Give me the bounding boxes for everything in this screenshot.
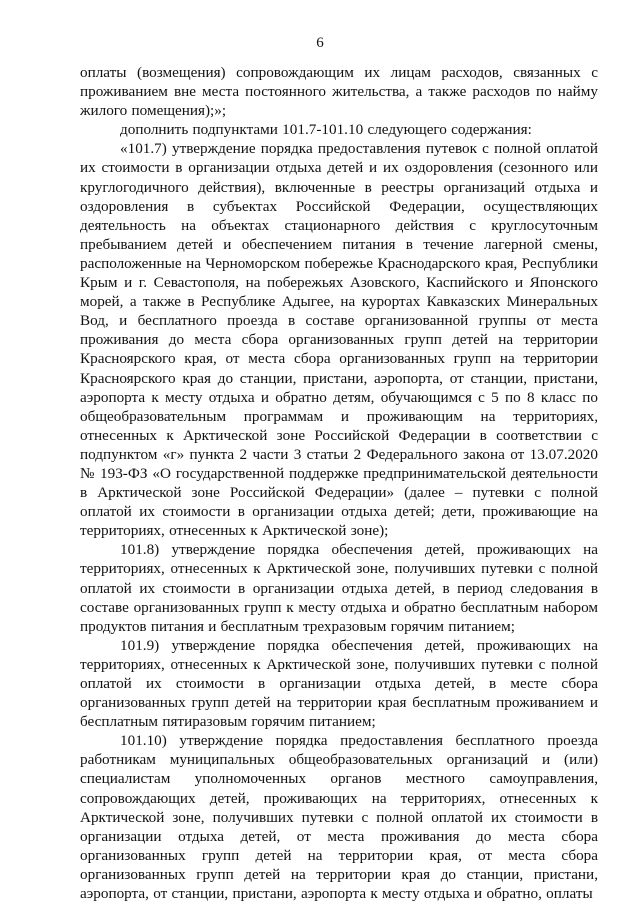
paragraph-101-7: «101.7) утверждение порядка предоставления путевок с полной оплатой их стоимости в организации отдыха детей и их оздоровления (сезонного или круглогодичного действия), включенные в реестры организаций отдыха и оздоровления в субъектах Российской Федерации, осуществляющих деятельность на объектах стационарного действия с круглосуточным пребыванием детей и обеспечением питания в течение лагерной смены, расположенные на Черноморском побережье Краснодарского края, Республики Крым и г. Севастополя, на побережьях Азовского, Каспийского и Японского морей, а также в Республике Адыгее, на курортах Кавказских Минеральных Вод, и бесплатного проезда в составе организованной группы от места проживания до места сбора организованных групп детей на территории Красноярского края, от места сбора организованных групп на территории Красноярского края до станции, пристани, аэропорта, от станции, пристани, аэропорта к месту отдыха и обратно детям, обучающимся с 5 по 8 класс по общеобразовательным программам и проживающим на территориях, отнесенных к Арктической зоне Российской Федерации в соответствии с подпунктом «г» пункта 2 части 3 статьи 2 Федерального закона от 13.07.2020 № 193-ФЗ «О государственной поддержке предпринимательской деятельности в Арктической зоне Российской Федерации» (далее – путевки с полной оплатой их стоимости в организации отдыха детей; дети, проживающие на территориях, отнесенных к Арктической зоне);	[80, 140, 598, 540]
document-body	[80, 63, 598, 903]
paragraph-continuation: оплаты (возмещения) сопровождающим их лицам расходов, связанных с проживанием вне места постоянного жительства, а также расходов по найму жилого помещения);»;	[80, 64, 598, 120]
paragraph-101-10: 101.10) утверждение порядка предоставления бесплатного проезда работникам муниципальных общеобразовательных организаций и (или) специалистам уполномоченных органов местного самоуправления, сопровождающих детей, проживающих на территориях, отнесенных к Арктической зоне, получивших путевки с полной оплатой их стоимости в организации отдыха детей, от места проживания до места сбора организованных групп детей на территории края, от места сбора организованных групп детей на территории края до станции, пристани, аэропорта, от станции, пристани, аэропорта к месту отдыха и обратно, оплаты	[80, 732, 598, 903]
paragraph-amendment-intro: дополнить подпунктами 101.7-101.10 следующего содержания:	[120, 121, 532, 139]
paragraph-101-9: 101.9) утверждение порядка обеспечения детей, проживающих на территориях, отнесенных к Арктической зоне, получивших путевки с полной оплатой их стоимости в организации отдыха детей, в месте сбора организованных групп детей на территории края бесплатным проживанием и бесплатным пятиразовым горячим питанием;	[80, 636, 598, 731]
paragraph-101-8: 101.8) утверждение порядка обеспечения детей, проживающих на территориях, отнесенных к Арктической зоне, получивших путевки с полной оплатой их стоимости в организации отдыха детей, в период следования в составе организованных групп к месту отдыха и обратно бесплатным набором продуктов питания и бесплатным трехразовым горячим питанием;	[80, 541, 598, 635]
page-number: 6	[316, 35, 324, 51]
